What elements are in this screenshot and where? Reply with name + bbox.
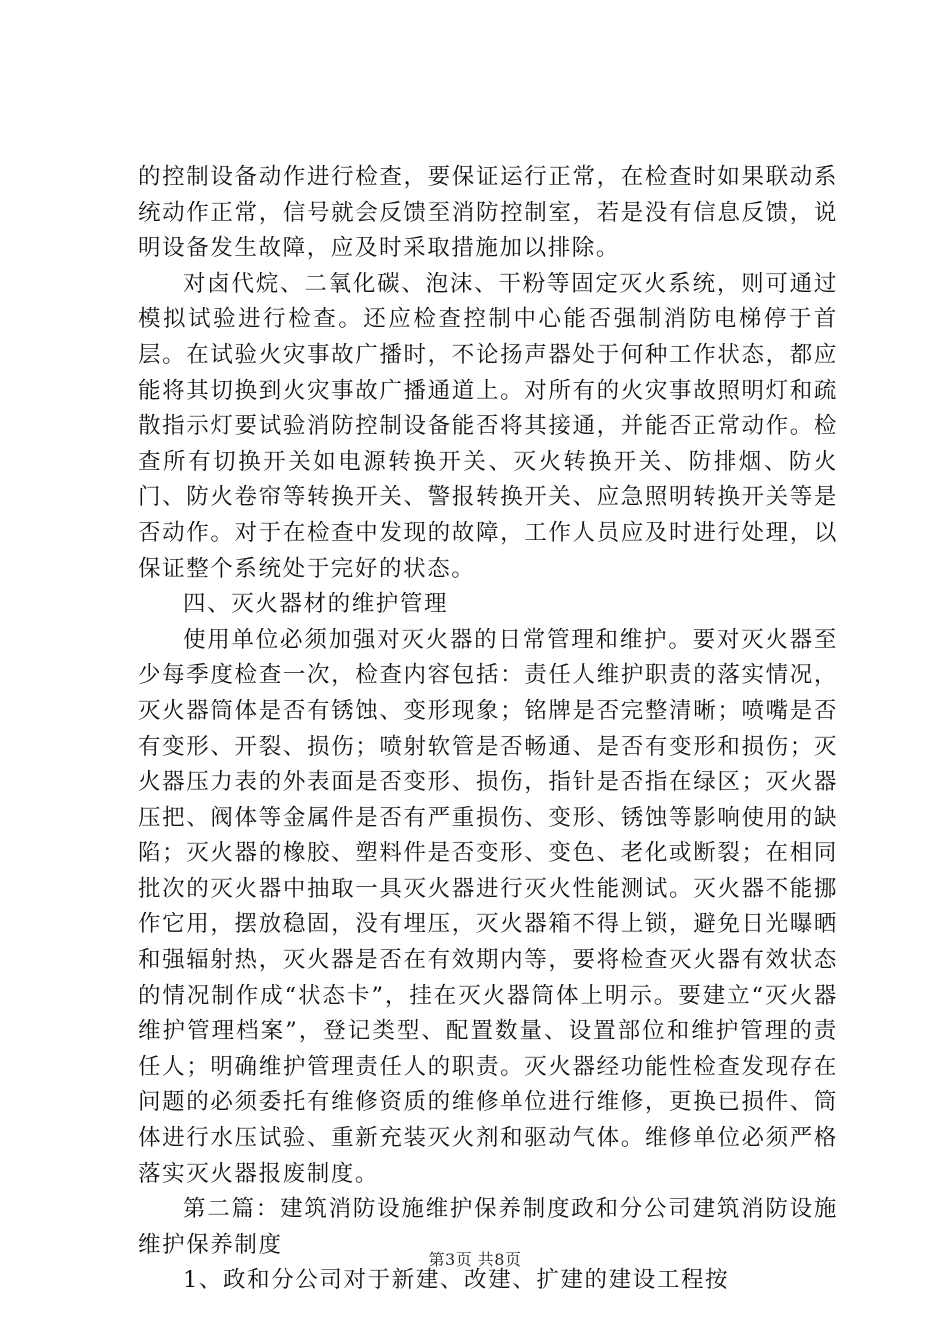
page-footer: 第3页 共8页 [428,1250,522,1269]
paragraph-item-1: 1、政和分公司对于新建、改建、扩建的建设工程按 [183,1267,730,1294]
paragraph-continuation: 的控制设备动作进行检查，要保证运行正常，在检查时如果联动系统动作正常，信号就会反馈至消防控制室，若是没有信息反馈，说明设备发生故障，应及时采取措施加以排除。 [138,164,838,262]
chapter-heading-second-part: 第二篇：建筑消防设施维护保养制度政和分公司建筑消防设施维护保养制度 [138,1196,838,1258]
paragraph-extinguisher-management: 使用单位必须加强对灭火器的日常管理和维护。要对灭火器至少每季度检查一次，检查内容包括：责任人维护职责的落实情况，灭火器筒体是否有锈蚀、变形现象；铭牌是否完整清晰；喷嘴是否有变形、开裂、损伤；喷射软管是否畅通、是否有变形和损伤；灭火器压力表的外表面是否变形、损伤，指针是否指在绿区；灭火器压把、阀体等金属件是否有严重损伤、变形、锈蚀等影响使用的缺陷；灭火器的橡胶、塑料件是否变形、变色、老化或断裂；在相同批次的灭火器中抽取一具灭火器进行灭火性能测试。灭火器不能挪作它用，摆放稳固，没有埋压，灭火器箱不得上锁，避免日光曝晒和强辐射热，灭火器是否在有效期内等，要将检查灭火器有效状态的情况制作成“状态卡”，挂在灭火器筒体上明示。要建立“灭火器维护管理档案”，登记类型、配置数量、设置部位和维护管理的责任人；明确维护管理责任人的职责。灭火器经功能性检查发现存在问题的必须委托有维修资质的维修单位进行维修，更换已损件、筒体进行水压试验、重新充装灭火剂和驱动气体。维修单位必须严格落实灭火器报废制度。 [138,626,838,1187]
paragraph-fixed-systems-check: 对卤代烷、二氧化碳、泡沫、干粉等固定灭火系统，则可通过模拟试验进行检查。还应检查控制中心能否强制消防电梯停于首层。在试验火灾事故广播时，不论扬声器处于何种工作状态，都应能将其切换到火灾事故广播通道上。对所有的火灾事故照明灯和疏散指示灯要试验消防控制设备能否将其接通，并能否正常动作。检查所有切换开关如电源转换开关、灭火转换开关、防排烟、防火门、防火卷帘等转换开关、警报转换开关、应急照明转换开关等是否动作。对于在检查中发现的故障，工作人员应及时进行处理，以保证整个系统处于完好的状态。 [138,270,838,582]
section-heading-extinguisher-maintenance: 四、灭火器材的维护管理 [183,591,449,618]
document-body [138,160,838,1299]
